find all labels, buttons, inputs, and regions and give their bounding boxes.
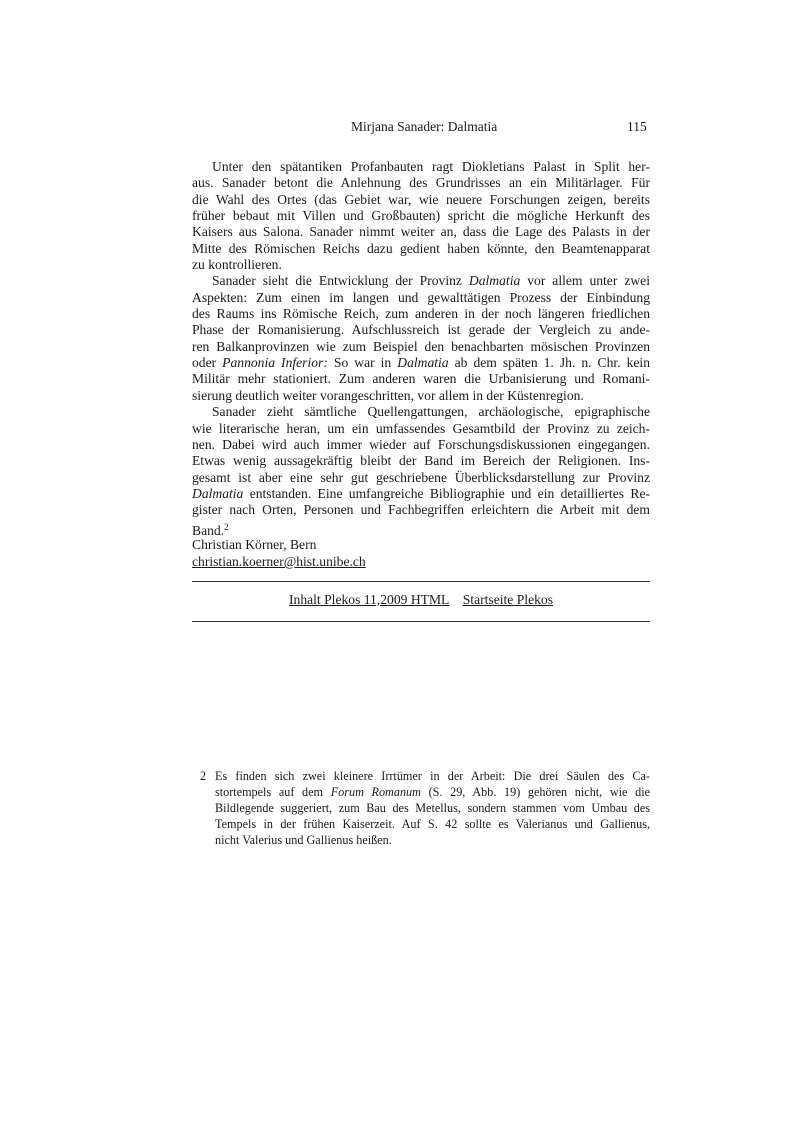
text-segment: Es finden sich zwei kleinere Irrtümer in der Arbeit: Die drei Säulen des Ca- [215,769,650,783]
footnote-number: 2 [200,769,207,783]
text-segment: Sanader sieht die Entwicklung der Provinz [212,273,469,289]
italic-text: Dalmatia [397,355,449,371]
text-segment: Unter den spätantiken Profanbauten ragt Diokletians Palast in Split her- [212,159,650,174]
text-segment: Aspekten: Zum einen im langen und gewalttätigen Prozess der Einbindung [192,289,650,305]
paragraph [192,159,650,273]
text-segment: Militär mehr stationiert. Zum anderen waren die Urbanisierung und Romani- [192,371,650,387]
text-segment: Band. [192,522,225,538]
text-segment: oder [192,355,223,371]
text-line [192,355,650,371]
text-segment: Phase der Romanisierung. Aufschlussreich ist gerade der Vergleich zu ande- [192,322,650,338]
text-segment: So war in [327,355,398,371]
paragraph [192,404,650,539]
text-line [192,224,650,240]
text-segment: zu kontrollieren. [192,257,282,273]
text-line [192,208,650,224]
text-line [192,241,650,257]
text-line [192,306,650,322]
nav-links [192,592,650,608]
text-segment: des Raums ins Römische Reich, zum anderen in der noch längeren friedlichen [192,306,650,322]
text-line [192,175,650,191]
text-segment: Kaisers aus Salona. Sanader nimmt weiter an, dass die Lage des Palasts in der [192,224,650,240]
text-line [192,290,650,306]
text-line [192,437,650,453]
contents-link[interactable]: Inhalt Plekos 11,2009 HTML [289,592,450,607]
review-body [192,159,650,539]
text-segment: nen. Dabei wird auch immer wieder auf Forschungsdiskussionen eingegangen. [192,436,650,452]
author-name: Christian Körner, Bern [192,537,317,552]
text-line [192,273,650,289]
divider [192,621,650,622]
text-line [215,800,650,816]
footnote [192,768,650,848]
text-segment: aus. Sanader betont die Anlehnung des Grundrisses an ein Militärlager. Für [192,175,650,191]
footnote-ref: 2 [224,521,229,532]
text-line [215,768,650,784]
text-line [192,502,650,518]
text-line [215,816,650,832]
text-line [192,421,650,437]
italic-text: Dalmatia [192,485,244,501]
text-segment: Mitte des Römischen Reichs dazu gedient haben könnte, den Beamtenapparat [192,240,650,256]
running-title: Mirjana Sanader: Dalmatia [351,119,498,134]
italic-text: Forum Romanum [330,785,421,799]
text-line [192,159,650,175]
text-segment: die Wahl des Ortes (das Gebiet war, wie neuere Forschungen zeigen, bereits [192,191,650,207]
text-line [215,832,650,848]
author-email-link[interactable]: christian.koerner@hist.unibe.ch [192,554,366,569]
text-line [192,339,650,355]
text-line [192,470,650,486]
text-line [192,322,650,338]
text-line [215,784,650,800]
text-line [192,404,650,420]
text-line [192,192,650,208]
text-line [192,519,650,539]
text-line [192,371,650,387]
text-segment: ren Balkanprovinzen wie zum Beispiel den benachbarten mösischen Provinzen [192,338,650,354]
text-line [192,486,650,502]
text-line [192,453,650,469]
text-segment: nicht Valerius und Gallienus heißen. [215,833,392,847]
text-segment: entstanden. Eine umfangreiche Bibliographie und ein detailliertes Re- [243,485,650,501]
divider [192,581,650,582]
home-link[interactable]: Startseite Plekos [462,592,553,607]
text-segment: Tempels in der frühen Kaiserzeit. Auf S. 42 sollte es Valerianus und Gallienus, [215,817,650,831]
text-segment: sierung deutlich weiter vorangeschritten, vor allem in der Küstenregion. [192,387,584,403]
text-segment: ab dem späten 1. Jh. n. Chr. kein [448,355,651,371]
italic-text: Dalmatia [468,273,521,289]
text-segment: stortempels auf dem [215,785,331,799]
text-line [192,257,650,273]
text-segment: früher bebaut mit Villen und Großbauten) spricht die mögliche Herkunft des [192,208,650,224]
text-segment: Sanader zieht sämtliche Quellengattungen, archäologische, epigraphische [212,404,650,420]
italic-text: Pannonia Inferior: [222,355,328,371]
page-number: 115 [627,119,647,134]
text-segment: gesamt ist aber eine sehr gut geschriebene Überblicksdarstellung zur Provinz [192,469,650,485]
text-segment: vor allem unter zwei [520,273,650,289]
text-segment: Bildlegende suggeriert, zum Bau des Metellus, sondern stammen vom Umbau des [215,801,650,815]
text-segment: gister nach Orten, Personen und Fachbegriffen erleichtern die Arbeit mit dem [192,502,650,518]
paragraph [192,273,650,404]
text-segment: Etwas wenig aussagekräftig bleibt der Band im Bereich der Religionen. Ins- [192,453,650,469]
text-line [192,388,650,404]
text-segment: (S. 29, Abb. 19) gehören nicht, wie die [420,785,650,799]
text-segment: wie literarische heran, um ein umfassendes Gesamtbild der Provinz zu zeich- [192,420,650,436]
